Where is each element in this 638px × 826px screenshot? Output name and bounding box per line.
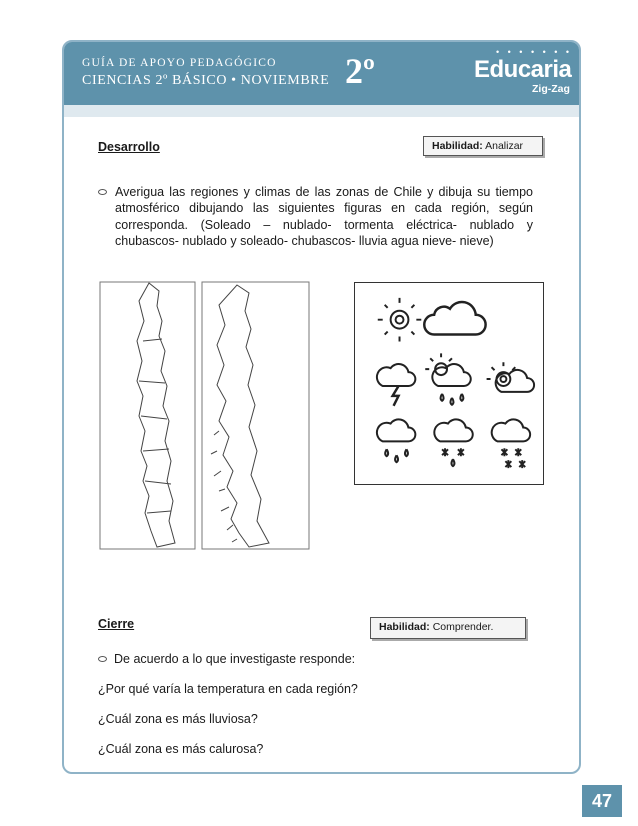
weather-icons-box: [354, 282, 544, 485]
bullet-icon: [98, 656, 107, 662]
question-3: ¿Cuál zona es más calurosa?: [98, 742, 264, 756]
cierre-instruction: De acuerdo a lo que investigaste responde:: [114, 652, 356, 666]
rain-icon: [377, 419, 415, 462]
question-2: ¿Cuál zona es más lluviosa?: [98, 712, 258, 726]
skill-badge-comprender: [370, 617, 526, 639]
brand-logo: Educaria: [474, 56, 572, 83]
skill-value: Comprender.: [432, 621, 494, 633]
cierre-title: Cierre: [98, 617, 135, 631]
page-header: [64, 42, 579, 105]
desarrollo-instruction: Averigua las regiones y climas de las zonas de Chile y dibuja su tiempo atmosférico dibujando las siguientes figuras en cada región, según corresponda. (Soleado – nublado- tormenta eléctrica- nublado y chubascos- nublado y soleado- chubascos- lluvia agua nieve- nieve): [115, 185, 533, 249]
sun-icon: [378, 298, 422, 342]
skill-label: Habilidad:: [379, 621, 430, 633]
cloud-icon: [424, 302, 485, 335]
header-subject: CIENCIAS 2º BÁSICO • NOVIEMBRE: [82, 73, 330, 88]
map-north-center: [100, 282, 195, 549]
brand-dots: • • • • • • •: [496, 47, 573, 57]
desarrollo-title: Desarrollo: [98, 140, 160, 154]
skill-label: Habilidad:: [432, 140, 483, 152]
skill-badge-analizar: [423, 136, 543, 156]
skill-value: Analizar: [485, 140, 524, 152]
brand-subtitle: Zig-Zag: [532, 83, 570, 95]
page-number: 47: [582, 785, 622, 817]
sun-cloud-icon: [487, 362, 534, 392]
thunderstorm-icon: [377, 364, 415, 406]
question-1: ¿Por qué varía la temperatura en cada región?: [98, 682, 358, 696]
header-guide-title: GUÍA DE APOYO PEDAGÓGICO: [82, 57, 277, 69]
header-band: [64, 105, 579, 117]
bullet-icon: [98, 189, 107, 195]
map-south: [202, 282, 309, 549]
header-grade: 2º: [345, 51, 375, 91]
snow-icon: [492, 419, 530, 468]
sleet-icon: [434, 419, 472, 466]
chile-maps: [99, 281, 334, 551]
sun-cloud-rain-icon: [425, 353, 471, 404]
